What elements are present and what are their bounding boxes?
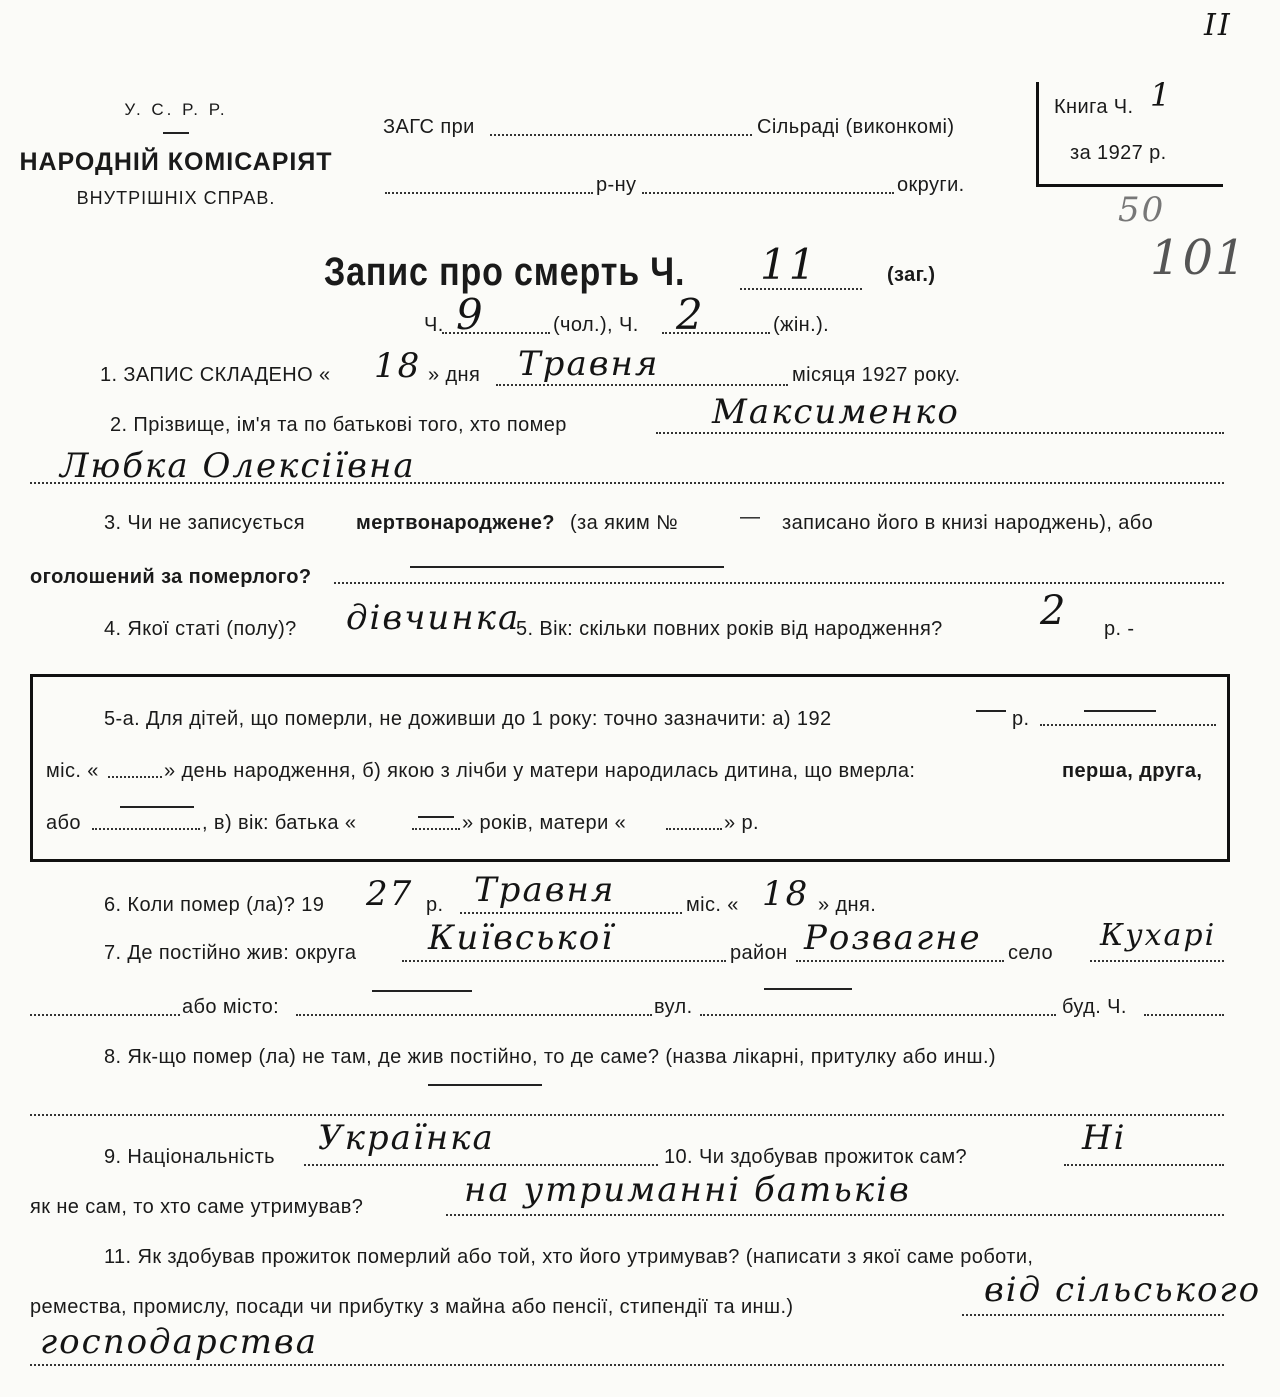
q1-mid: » дня xyxy=(428,364,481,386)
q11-value2: господарства xyxy=(40,1322,318,1362)
q5a-line2b: » день народження, б) якою з лічби у матери народилась дитина, що вмерла: xyxy=(164,760,916,782)
q5a-line3a: або xyxy=(46,812,81,834)
q7-selo-label: село xyxy=(1008,942,1054,964)
q3-declared-dead: оголошений за померлого? xyxy=(30,566,312,588)
q5a-line3b: , в) вік: батька « xyxy=(202,812,357,834)
q2-line2 xyxy=(30,482,1224,484)
q3-line1b: (за яким № xyxy=(570,512,679,534)
q7-okrug: Київської xyxy=(428,918,615,958)
record-zag: (заг.) xyxy=(887,264,936,286)
q5a-strike2 xyxy=(120,806,194,808)
q2-name: Любка Олексіївна xyxy=(60,446,416,486)
ch-label: Ч. xyxy=(424,314,444,336)
q2-label: 2. Прізвище, ім'я та по батькові того, хто помер xyxy=(110,414,567,436)
q11-line-b xyxy=(30,1364,1224,1366)
q6-mis: міс. « xyxy=(686,894,739,916)
q5a-year-dash xyxy=(976,710,1006,712)
okrug-label: округи. xyxy=(897,174,965,196)
q5a-line3c: » років, матери « xyxy=(462,812,627,834)
corner-mark: II xyxy=(1204,8,1232,43)
q7-selo: Кухарі xyxy=(1100,918,1217,953)
q3-line1: 3. Чи не записується xyxy=(104,512,305,534)
q1-month-line xyxy=(496,384,788,386)
q11-line2: ремества, промислу, посади чи прибутку з майна або пенсії, стипендії та инш.) xyxy=(30,1296,794,1318)
q7-label: 7. Де постійно жив: округа xyxy=(104,942,357,964)
q5a-strike1 xyxy=(1084,710,1156,712)
department-title: ВНУТРІШНІХ СПРАВ. xyxy=(76,188,276,208)
q8-label: 8. Як-що помер (ла) не там, де жив постійно, то де саме? (назва лікарні, притулку або инш.) xyxy=(104,1046,996,1068)
q6-end: » дня. xyxy=(818,894,877,916)
zags-suffix: Сільраді (виконкомі) xyxy=(757,116,955,138)
q6-month: Травня xyxy=(474,870,616,910)
q5a-line3d: » р. xyxy=(724,812,759,834)
okrug-field[interactable] xyxy=(642,192,894,194)
q10b-label: як не сам, то хто саме утримував? xyxy=(30,1196,364,1218)
q7-raion-label: район xyxy=(730,942,788,964)
q7-vul-line xyxy=(700,1014,1056,1016)
q7-bud-line xyxy=(1144,1014,1224,1016)
ussr-label: У. С. Р. Р. xyxy=(124,100,228,119)
q6-month-line xyxy=(460,912,682,914)
q5-r: р. - xyxy=(1104,618,1135,640)
q7-misto-lead xyxy=(30,1014,180,1016)
q3-stillborn: мертвонароджене? xyxy=(356,512,555,534)
q3-dash: — xyxy=(740,506,761,528)
record-number-line xyxy=(740,288,862,290)
q1-day: 18 xyxy=(374,346,422,386)
q7-bud-label: буд. Ч. xyxy=(1062,996,1127,1018)
q8-line xyxy=(30,1114,1224,1116)
book-label: Книга Ч. xyxy=(1054,96,1134,118)
record-title: Запис про смерть Ч. xyxy=(324,250,686,294)
q9-value: Українка xyxy=(318,1118,495,1158)
q2-line1 xyxy=(656,432,1224,434)
q9-line xyxy=(304,1164,658,1166)
book-year: за 1927 р. xyxy=(1070,142,1167,164)
q2-surname: Максименко xyxy=(712,392,960,432)
margin-note-1: 50 xyxy=(1118,190,1166,230)
male-count-line xyxy=(442,332,550,334)
q6-day: 18 xyxy=(762,874,810,914)
margin-note-2: 101 xyxy=(1150,230,1248,286)
q7-misto-label: або місто: xyxy=(182,996,280,1018)
header-divider xyxy=(163,132,189,134)
female-label: (жін.). xyxy=(773,314,830,336)
q1-label: 1. ЗАПИС СКЛАДЕНО « xyxy=(100,364,331,386)
q11-line1: 11. Як здобував прожиток померлий або той, хто його утримував? (написати з якої саме роботи, xyxy=(104,1246,1034,1268)
q7-vul-strike xyxy=(764,988,852,990)
q10b-line xyxy=(446,1214,1224,1216)
q10-value: Ні xyxy=(1082,1118,1127,1158)
q3-line1c: записано його в книзі народжень), або xyxy=(782,512,1154,534)
q3-line2 xyxy=(334,582,1224,584)
q5a-line1: 5-а. Для дітей, що померли, не доживши до 1 року: точно зазначити: а) 192 xyxy=(104,708,832,730)
q7-misto-line xyxy=(296,1014,652,1016)
book-number: 1 xyxy=(1150,76,1173,114)
q5a-order-field xyxy=(92,828,200,830)
district-field[interactable] xyxy=(385,192,593,194)
q11-value1: від сільського xyxy=(984,1270,1262,1310)
zags-prefix: ЗАГС при xyxy=(383,116,475,138)
q5-age: 2 xyxy=(1040,588,1068,634)
male-count: 9 xyxy=(456,290,485,339)
q5a-day-field xyxy=(108,776,162,778)
q10b-value: на утриманні батьків xyxy=(464,1170,911,1210)
q4-sex: дівчинка xyxy=(346,598,521,638)
q5-label: 5. Вік: скільки повних років від народження? xyxy=(516,618,943,640)
q1-month: Травня xyxy=(518,344,660,384)
q5a-line1-field xyxy=(1040,724,1216,726)
q6-r: р. xyxy=(426,894,444,916)
q10-line xyxy=(1064,1164,1224,1166)
q9-label: 9. Національність xyxy=(104,1146,275,1168)
male-label: (чол.), Ч. xyxy=(553,314,639,336)
q7-selo-line xyxy=(1090,960,1224,962)
district-label: р-ну xyxy=(596,174,637,196)
q5a-line1b: р. xyxy=(1012,708,1030,730)
q5a-line2a: міс. « xyxy=(46,760,99,782)
q5a-father-field xyxy=(412,828,460,830)
q1-end: місяця 1927 року. xyxy=(792,364,961,386)
q3-strike xyxy=(410,566,724,568)
q6-label: 6. Коли помер (ла)? 19 xyxy=(104,894,325,916)
q6-year: 27 xyxy=(366,874,414,914)
q8-strike xyxy=(428,1084,542,1086)
record-number: 11 xyxy=(760,240,818,289)
q7-vul-label: вул. xyxy=(654,996,693,1018)
q7-misto-strike xyxy=(372,990,472,992)
q7-okrug-line xyxy=(402,960,726,962)
commissariat-title: НАРОДНІЙ КОМІСАРІЯТ xyxy=(19,148,333,176)
q11-line-a xyxy=(962,1314,1224,1316)
female-count: 2 xyxy=(676,290,705,339)
female-count-line xyxy=(662,332,770,334)
q5a-strike3 xyxy=(418,816,454,818)
q7-raion-line xyxy=(796,960,1004,962)
q4-label: 4. Якої статі (полу)? xyxy=(104,618,297,640)
q7-raion: Розвагне xyxy=(804,918,982,958)
q5a-mother-field xyxy=(666,828,722,830)
zags-field[interactable] xyxy=(490,134,752,136)
q5a-line2-bold: перша, друга, xyxy=(1062,760,1203,782)
q10-label: 10. Чи здобував прожиток сам? xyxy=(664,1146,968,1168)
